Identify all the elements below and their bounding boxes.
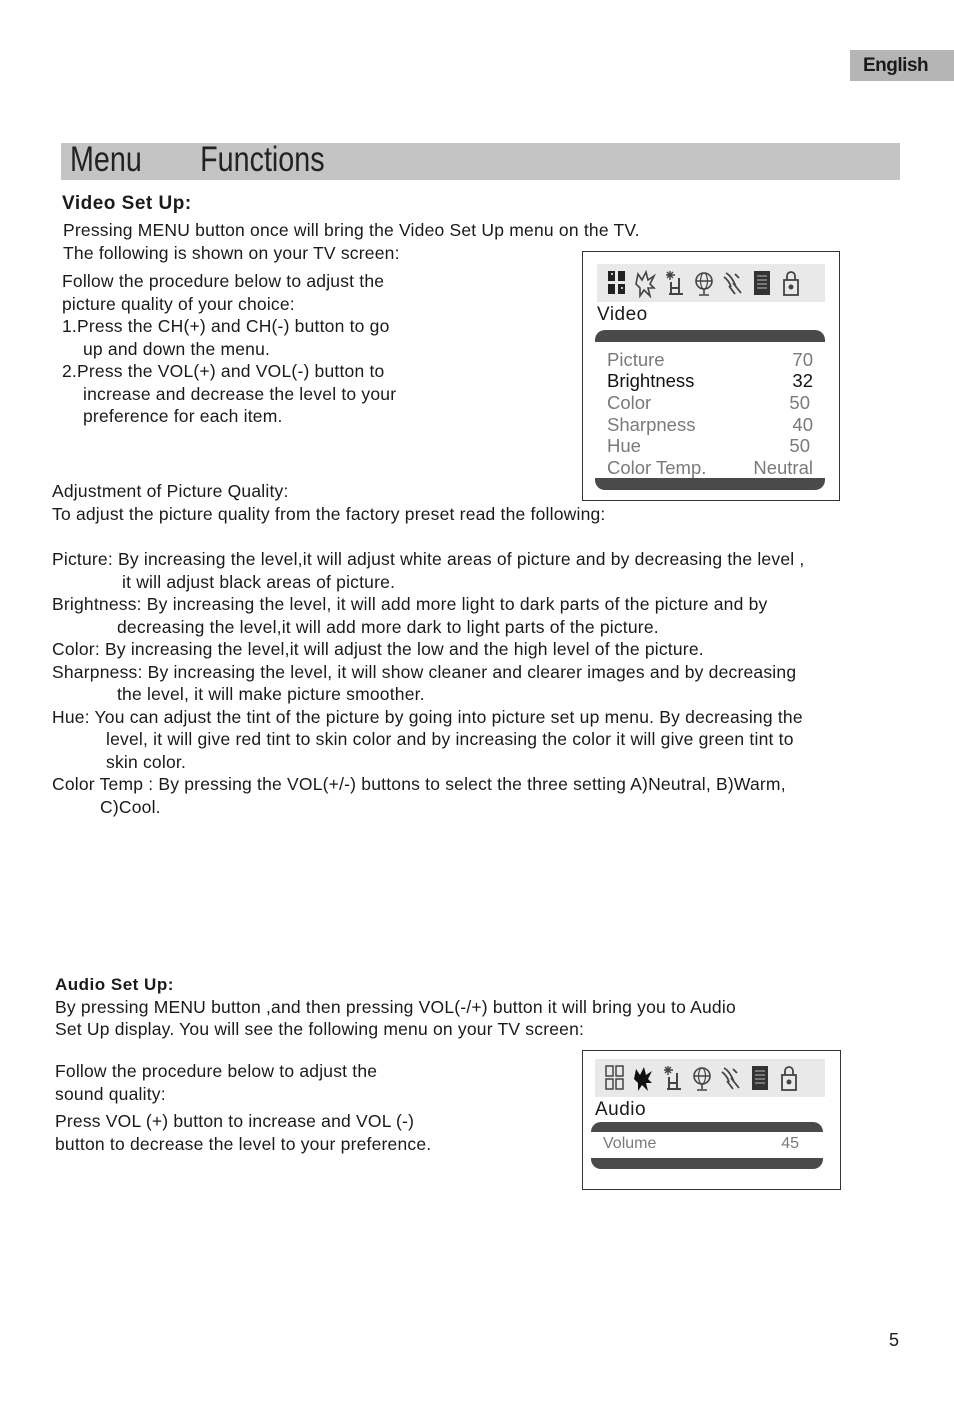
osd-row-volume [603,1134,799,1154]
row-name: Volume [603,1135,657,1152]
row-name: Brightness [607,370,695,391]
hue-desc: Hue: You can adjust the tint of the picture by going into picture set up menu. By decreasing the [52,706,803,727]
row-value: 32 [792,370,813,391]
lock-icon [777,1063,801,1093]
audio-setup-heading: Audio Set Up: [55,975,174,994]
audio-intro-line: Set Up display. You will see the following menu on your TV screen: [55,1019,585,1039]
list-icon [748,1063,772,1093]
picture-icon [603,1063,627,1093]
video-intro-line: The following is shown on your TV screen: [63,243,400,263]
sound-icon [632,1063,656,1093]
procedure-line: 2.Press the VOL(+) and VOL(-) button to [62,361,385,381]
osd-icon-strip [597,264,825,302]
brightness-desc: Brightness: By increasing the level, it will add more light to dark parts of the picture and by [52,594,768,614]
osd-row-hue [607,435,813,457]
color-temp-desc: C)Cool. [100,796,161,817]
procedure-line: button to decrease the level to your preference. [55,1133,432,1154]
osd-menu-label: Audio [595,1099,647,1120]
panel-top-bar [595,330,825,342]
sharpness-desc: the level, it will make picture smoother. [117,684,425,704]
procedure-line: Follow the procedure below to adjust the [55,1061,378,1081]
adjustment-intro [52,480,606,525]
osd-row-color [607,392,813,414]
row-value: Neutral [753,457,813,478]
osd-row-picture [607,349,813,371]
row-value: 50 [789,435,810,456]
picture-desc: Picture: By increasing the level,it will adjust white areas of picture and by decreasing the level , [52,549,805,569]
row-value: 40 [792,414,813,435]
video-osd-screen [582,251,840,501]
row-name: Picture [607,349,665,370]
osd-menu-label: Video [597,304,648,325]
picture-desc: it will adjust black areas of picture. [122,571,396,592]
function-icon [663,268,687,298]
color-temp-desc: Color Temp : By pressing the VOL(+/-) buttons to select the three setting A)Neutral, B)Warm, [52,774,786,794]
video-intro-line: Pressing MENU button once will bring the Video Set Up menu on the TV. [63,220,640,240]
row-name: Color Temp. [607,457,707,478]
language-tab: English [850,50,954,81]
color-desc: Color: By increasing the level,it will adjust the low and the high level of the picture. [52,639,704,659]
panel-bottom-bar [595,478,825,490]
sharpness-desc: Sharpness: By increasing the level, it will show cleaner and clearer images and by decreasing [52,661,797,682]
row-name: Sharpness [607,414,696,435]
osd-row-brightness [607,370,813,392]
page-number: 5 [889,1330,900,1350]
osd-icon-strip [595,1059,825,1097]
row-name: Color [607,392,652,413]
procedure-line: 1.Press the CH(+) and CH(-) button to go [62,316,390,336]
adjustment-line: To adjust the picture quality from the factory preset read the following: [52,503,606,524]
row-name: Hue [607,435,641,456]
procedure-line: increase and decrease the level to your [83,383,397,404]
procedure-line: picture quality of your choice: [62,293,295,314]
lock-icon [779,268,803,298]
satellite-icon [721,268,745,298]
osd-row-color-temp [607,457,813,479]
procedure-line: Follow the procedure below to adjust the [62,271,385,291]
osd-row-sharpness [607,414,813,436]
audio-procedure [55,1060,431,1155]
row-value: 70 [792,349,813,370]
brightness-desc: decreasing the level,it will add more dark to light parts of the picture. [117,616,659,637]
hue-desc: skin color. [106,751,187,772]
row-value: 50 [789,392,810,413]
globe-icon [690,1063,714,1093]
panel-top-bar [591,1122,823,1132]
adjustment-descriptions [52,548,804,818]
picture-icon [605,268,629,298]
row-value: 45 [781,1135,799,1152]
page-title: Menu Functions [70,140,325,179]
procedure-line: up and down the menu. [83,338,271,359]
globe-icon [692,268,716,298]
osd-settings-panel [591,1122,823,1169]
procedure-line: preference for each item. [83,406,283,426]
procedure-line: Press VOL (+) button to increase and VOL (-) [55,1111,415,1131]
satellite-icon [719,1063,743,1093]
panel-bottom-bar [591,1158,823,1169]
adjustment-line: Adjustment of Picture Quality: [52,481,289,501]
video-procedure [62,270,396,428]
audio-intro-line: By pressing MENU button ,and then pressing VOL(-/+) button it will bring you to Audio [55,997,736,1017]
video-setup-heading: Video Set Up: [62,193,192,214]
hue-desc: level, it will give red tint to skin color and by increasing the color it will give green tint to [106,729,794,749]
procedure-line: sound quality: [55,1083,166,1104]
osd-settings-panel [595,330,825,490]
audio-osd-screen [582,1050,841,1190]
function-icon [661,1063,685,1093]
sound-icon [634,268,658,298]
list-icon [750,268,774,298]
